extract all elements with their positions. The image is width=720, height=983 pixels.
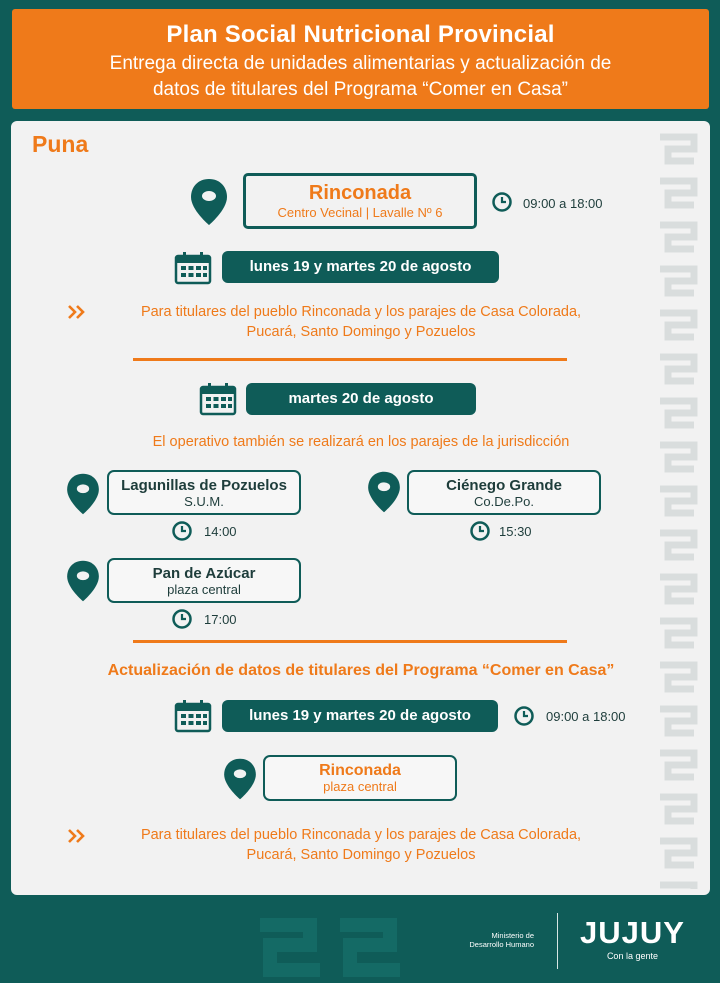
- location-venue: plaza central: [167, 582, 241, 597]
- double-chevron-icon: [67, 304, 87, 320]
- location-pin-icon: [65, 559, 101, 603]
- location-venue: Co.De.Po.: [474, 494, 534, 509]
- update-section-title: Actualización de datos de titulares del Programa “Comer en Casa”: [107, 662, 615, 679]
- ministry-line-1: Ministerio de: [491, 931, 534, 940]
- venue-box-rinconada: [243, 173, 477, 229]
- date-pill: martes 20 de agosto: [246, 383, 476, 415]
- jujuy-logo: [580, 917, 685, 961]
- brand-wordmark: JUJUY: [580, 915, 685, 950]
- clock-icon: [469, 520, 491, 542]
- decorative-pattern: [654, 129, 702, 889]
- location-pin-icon: [65, 472, 101, 516]
- venue-address: Centro Vecinal | Lavalle Nº 6: [277, 205, 443, 220]
- clock-icon: [171, 608, 193, 630]
- clock-icon: [491, 191, 513, 213]
- note-line-2: Pucará, Santo Domingo y Pozuelos: [246, 324, 476, 340]
- footer-divider: [557, 913, 558, 969]
- page-title: Plan Social Nutricional Provincial: [166, 21, 555, 48]
- ministry-line-2: Desarrollo Humano: [469, 940, 534, 949]
- calendar-icon: [199, 382, 237, 416]
- header-banner: [12, 9, 709, 109]
- clock-icon: [171, 520, 193, 542]
- location-box-lagunillas: [107, 470, 301, 515]
- location-pin-icon: [189, 177, 229, 227]
- venue-box-rinconada-plaza: [263, 755, 457, 801]
- note-line-1: Para titulares del pueblo Rinconada y los parajes de Casa Colorada,: [140, 304, 582, 320]
- venue-name: Rinconada: [308, 182, 412, 204]
- section-divider: [133, 358, 567, 361]
- subtitle-line-1: Entrega directa de unidades alimentarias y actualización de: [109, 53, 612, 74]
- location-name: Lagunillas de Pozuelos: [121, 477, 287, 494]
- region-title: Puna: [32, 131, 89, 157]
- location-time: 15:30: [499, 524, 532, 539]
- venue-name: Rinconada: [319, 762, 401, 779]
- footer-decor: [250, 895, 460, 983]
- schedule-time: 09:00 a 18:00: [523, 196, 603, 211]
- section-divider: [133, 640, 567, 643]
- location-name: Pan de Azúcar: [152, 565, 256, 582]
- brand-tagline: Con la gente: [606, 951, 658, 961]
- clock-icon: [513, 705, 535, 727]
- calendar-icon: [174, 251, 212, 285]
- content-panel: [11, 121, 710, 895]
- ministry-label: [452, 931, 534, 949]
- date-pill: lunes 19 y martes 20 de agosto: [222, 251, 499, 283]
- calendar-icon: [174, 699, 212, 733]
- date-pill: lunes 19 y martes 20 de agosto: [222, 700, 498, 732]
- venue-detail: plaza central: [323, 779, 397, 794]
- location-box-cienego: [407, 470, 601, 515]
- location-name: Ciénego Grande: [446, 477, 562, 494]
- eligibility-note: [91, 302, 631, 342]
- jurisdiction-note: El operativo también se realizará en los parajes de la jurisdicción: [152, 434, 570, 450]
- eligibility-note: [91, 825, 631, 865]
- location-pin-icon: [222, 757, 258, 801]
- location-box-pan-de-azucar: [107, 558, 301, 603]
- location-time: 17:00: [204, 612, 237, 627]
- subtitle-line-2: datos de titulares del Programa “Comer en Casa”: [152, 79, 569, 100]
- note-line-2: Pucará, Santo Domingo y Pozuelos: [246, 847, 476, 863]
- location-pin-icon: [366, 470, 402, 514]
- schedule-time: 09:00 a 18:00: [546, 709, 626, 724]
- location-time: 14:00: [204, 524, 237, 539]
- double-chevron-icon: [67, 828, 87, 844]
- note-line-1: Para titulares del pueblo Rinconada y los parajes de Casa Colorada,: [140, 827, 582, 843]
- location-venue: S.U.M.: [184, 494, 224, 509]
